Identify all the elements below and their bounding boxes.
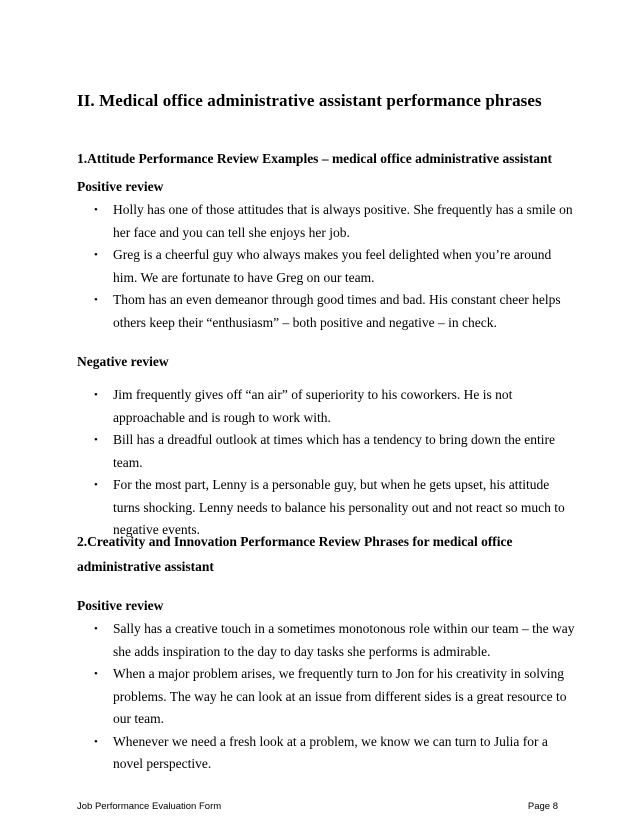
list-item: • Thom has an even demeanor through good times and bad. His constant cheer helps others keep their “enthusiasm” – both positive and negative – in check. (77, 289, 577, 334)
bullet-icon: • (94, 735, 98, 748)
bullet-icon: • (94, 668, 98, 680)
list-item: • Greg is a cheerful guy who always makes you feel delighted when you’re around him. We are fortunate to have Greg on our team. (77, 244, 577, 289)
list-item: • Jim frequently gives off “an air” of superiority to his coworkers. He is not approachable and is rough to work with. (77, 384, 577, 429)
creativity-positive-list (77, 618, 577, 776)
bullet-icon: • (94, 204, 98, 216)
list-item: • When a major problem arises, we frequently turn to Jon for his creativity in solving problems. The way he can look at an issue from different sides is a great resource to our team. (77, 663, 577, 731)
list-item: • Holly has one of those attitudes that is always positive. She frequently has a smile on her face and you can tell she enjoys her job. (77, 199, 577, 244)
positive-review-label: Positive review (77, 179, 164, 194)
attitude-positive-list (77, 199, 577, 334)
negative-review-label: Negative review (77, 354, 169, 369)
footer-form-name: Job Performance Evaluation Form (77, 801, 222, 812)
page-title: II. Medical office administrative assistant performance phrases (77, 91, 542, 110)
bullet-icon: • (94, 434, 98, 446)
bullet-icon: • (94, 294, 98, 306)
section-heading-attitude: 1.Attitude Performance Review Examples – medical office administrative assistant (77, 151, 553, 166)
bullet-icon: • (94, 479, 98, 491)
section-heading-creativity: 2.Creativity and Innovation Performance Review Phrases for medical office administrative assistant (77, 534, 513, 574)
footer-page-number: Page 8 (527, 801, 558, 812)
attitude-negative-list (77, 384, 577, 542)
bullet-icon: • (94, 623, 98, 635)
bullet-icon: • (94, 389, 98, 401)
positive-review-label: Positive review (77, 598, 164, 613)
bullet-icon: • (94, 249, 98, 261)
list-item: • Whenever we need a fresh look at a problem, we know we can turn to Julia for a novel perspective. (77, 731, 577, 776)
list-item: • For the most part, Lenny is a personable guy, but when he gets upset, his attitude turns shocking. Lenny needs to balance his personality out and not react so much to negative events. (77, 474, 577, 542)
list-item: • Bill has a dreadful outlook at times which has a tendency to bring down the entire team. (77, 429, 577, 474)
list-item: • Sally has a creative touch in a sometimes monotonous role within our team – the way she adds inspiration to the day to day tasks she performs is admirable. (77, 618, 577, 663)
